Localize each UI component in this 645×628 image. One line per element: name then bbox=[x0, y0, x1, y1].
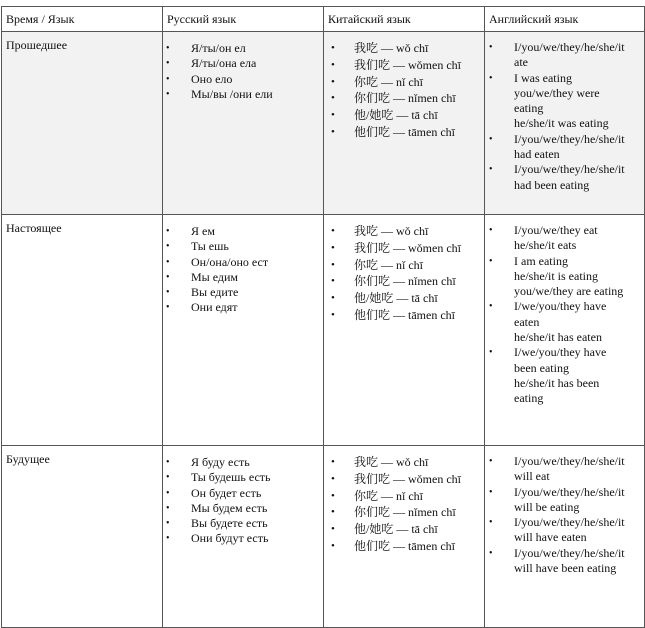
bullet-icon: • bbox=[166, 73, 170, 85]
tense-label: Будущее bbox=[2, 446, 163, 628]
list-item bbox=[324, 257, 484, 274]
list-item-text: 他们吃 — tāmen chī bbox=[354, 307, 455, 322]
list-item-text: 你吃 — nǐ chī bbox=[354, 488, 423, 503]
bullet-icon: • bbox=[489, 456, 493, 467]
list-item-text: Вы едите bbox=[191, 285, 239, 300]
bullet-icon: • bbox=[331, 225, 335, 237]
list-item-text: 我们吃 — wǒmen chī bbox=[354, 57, 461, 72]
bullet-icon: • bbox=[166, 533, 170, 545]
bullet-icon: • bbox=[331, 506, 335, 519]
chinese-cell bbox=[324, 32, 485, 215]
list-item bbox=[163, 300, 323, 315]
bullet-list bbox=[324, 215, 484, 324]
list-item-text: 你们吃 — nǐmen chī bbox=[354, 274, 456, 289]
bullet-icon: • bbox=[166, 518, 170, 530]
list-item bbox=[485, 254, 644, 300]
list-item bbox=[485, 454, 644, 485]
bullet-icon: • bbox=[331, 109, 335, 122]
list-item-text: Оно ело bbox=[191, 71, 233, 86]
list-item bbox=[163, 255, 323, 270]
list-item bbox=[324, 290, 484, 307]
bullet-icon: • bbox=[166, 58, 170, 70]
bullet-icon: • bbox=[166, 302, 170, 314]
conjugation-table bbox=[1, 6, 645, 628]
list-item-text: I/you/we/they/he/she/it ate bbox=[514, 40, 625, 70]
list-item bbox=[485, 132, 644, 163]
list-item bbox=[163, 239, 323, 254]
list-item-text: 他/她吃 — tā chī bbox=[354, 291, 438, 306]
list-item bbox=[163, 56, 323, 71]
list-item bbox=[163, 501, 323, 516]
bullet-list bbox=[163, 32, 323, 102]
bullet-icon: • bbox=[166, 502, 170, 514]
list-item bbox=[163, 470, 323, 485]
list-item-text: Ты ешь bbox=[191, 239, 229, 254]
tense-label: Настоящее bbox=[2, 215, 163, 446]
list-item-text: I/you/we/they/he/she/it will have been eating bbox=[514, 545, 625, 576]
english-cell bbox=[485, 446, 645, 628]
list-item bbox=[324, 454, 484, 471]
list-item bbox=[163, 516, 323, 531]
list-item bbox=[324, 504, 484, 521]
russian-cell bbox=[163, 32, 324, 215]
list-item bbox=[485, 546, 644, 577]
list-item bbox=[324, 307, 484, 324]
list-item-text: Он/она/оно ест bbox=[191, 254, 269, 269]
bullet-icon: • bbox=[331, 275, 335, 288]
list-item-text: 他/她吃 — tā chī bbox=[354, 108, 438, 123]
list-item-text: Я ем bbox=[191, 224, 215, 238]
list-item-text: Вы будете есть bbox=[191, 516, 268, 531]
list-item-text: I am eating he/she/it is eating you/we/they are eating bbox=[514, 253, 624, 299]
bullet-icon: • bbox=[489, 347, 493, 359]
bullet-list bbox=[163, 215, 323, 316]
row-present bbox=[2, 215, 645, 446]
bullet-icon: • bbox=[489, 255, 493, 267]
list-item bbox=[324, 90, 484, 107]
bullet-icon: • bbox=[166, 287, 170, 299]
bullet-list bbox=[324, 32, 484, 141]
list-item bbox=[485, 299, 644, 345]
list-item-text: I/you/we/they/he/she/it will be eating bbox=[514, 484, 625, 514]
english-cell bbox=[485, 32, 645, 215]
chinese-cell bbox=[324, 446, 485, 628]
bullet-icon: • bbox=[489, 486, 493, 498]
bullet-icon: • bbox=[331, 258, 335, 271]
list-item-text: 你们吃 — nǐmen chī bbox=[354, 91, 456, 106]
list-item bbox=[485, 162, 644, 193]
list-item-text: I was eating you/we/they were eating he/she/it was eating bbox=[514, 70, 609, 131]
list-item-text: Мы/вы /они ели bbox=[191, 86, 273, 101]
list-item-text: 他们吃 — tāmen chī bbox=[354, 124, 455, 139]
list-item bbox=[324, 273, 484, 290]
chinese-cell bbox=[324, 215, 485, 446]
list-item-text: 你吃 — nǐ chī bbox=[354, 74, 423, 89]
bullet-icon: • bbox=[166, 457, 170, 468]
list-item bbox=[163, 224, 323, 239]
bullet-icon: • bbox=[331, 42, 335, 54]
bullet-icon: • bbox=[166, 241, 170, 253]
row-future bbox=[2, 446, 645, 628]
bullet-icon: • bbox=[331, 125, 335, 138]
bullet-list bbox=[485, 215, 644, 407]
bullet-icon: • bbox=[489, 72, 493, 84]
bullet-icon: • bbox=[331, 92, 335, 105]
bullet-icon: • bbox=[331, 308, 335, 321]
list-item bbox=[324, 124, 484, 141]
bullet-icon: • bbox=[489, 301, 493, 313]
list-item bbox=[163, 270, 323, 285]
list-item bbox=[163, 87, 323, 102]
bullet-icon: • bbox=[331, 523, 335, 536]
bullet-icon: • bbox=[489, 133, 493, 145]
list-item-text: 我们吃 — wǒmen chī bbox=[354, 240, 461, 255]
english-cell bbox=[485, 215, 645, 446]
russian-cell bbox=[163, 215, 324, 446]
bullet-icon: • bbox=[166, 271, 170, 283]
header-english: Английский язык bbox=[485, 7, 645, 32]
list-item bbox=[324, 240, 484, 257]
list-item bbox=[485, 71, 644, 132]
bullet-icon: • bbox=[331, 292, 335, 305]
list-item-text: I/you/we/they/he/she/it will eat bbox=[514, 454, 625, 484]
list-item-text: 他/她吃 — tā chī bbox=[354, 522, 438, 537]
list-item-text: 我吃 — wǒ chī bbox=[354, 224, 429, 238]
list-item-text: I/you/we/they/he/she/it had eaten bbox=[514, 131, 625, 162]
bullet-icon: • bbox=[489, 164, 493, 176]
list-item bbox=[485, 515, 644, 546]
list-item bbox=[485, 345, 644, 406]
header-russian: Русский язык bbox=[163, 7, 324, 32]
list-item-text: Я/ты/она ела bbox=[191, 56, 257, 71]
list-item-text: I/you/we/they/he/she/it will have eaten bbox=[514, 515, 625, 545]
list-item-text: Мы будем есть bbox=[191, 500, 268, 515]
list-item bbox=[324, 538, 484, 555]
bullet-icon: • bbox=[331, 58, 335, 71]
list-item-text: Мы едим bbox=[191, 269, 239, 284]
list-item-text: 我们吃 — wǒmen chī bbox=[354, 471, 461, 486]
bullet-icon: • bbox=[166, 88, 170, 100]
bullet-icon: • bbox=[489, 517, 493, 529]
list-item bbox=[163, 72, 323, 87]
bullet-icon: • bbox=[331, 75, 335, 88]
list-item bbox=[485, 40, 644, 71]
bullet-list bbox=[324, 446, 484, 555]
list-item-text: I/we/you/they have been eating he/she/it has been eating bbox=[514, 345, 607, 406]
list-item bbox=[163, 531, 323, 546]
list-item bbox=[324, 107, 484, 124]
list-item bbox=[324, 223, 484, 240]
tense-label: Прошедшее bbox=[2, 32, 163, 215]
list-item bbox=[324, 74, 484, 91]
list-item-text: 你吃 — nǐ chī bbox=[354, 257, 423, 272]
bullet-icon: • bbox=[331, 241, 335, 254]
header-row bbox=[2, 7, 645, 32]
bullet-icon: • bbox=[331, 539, 335, 552]
bullet-icon: • bbox=[166, 226, 170, 237]
list-item bbox=[485, 223, 644, 254]
bullet-icon: • bbox=[166, 43, 170, 54]
bullet-list bbox=[485, 446, 644, 576]
list-item bbox=[163, 41, 323, 56]
list-item bbox=[163, 455, 323, 470]
row-past bbox=[2, 32, 645, 215]
bullet-icon: • bbox=[489, 42, 493, 53]
list-item-text: Он будет есть bbox=[191, 485, 262, 500]
list-item-text: I/we/you/they have eaten he/she/it has eaten bbox=[514, 299, 607, 345]
russian-cell bbox=[163, 446, 324, 628]
list-item bbox=[324, 57, 484, 74]
bullet-icon: • bbox=[331, 456, 335, 468]
list-item bbox=[163, 285, 323, 300]
list-item-text: 我吃 — wǒ chī bbox=[354, 455, 429, 469]
list-item bbox=[324, 471, 484, 488]
list-item-text: Они едят bbox=[191, 300, 238, 315]
list-item-text: I/you/we/they eat he/she/it eats bbox=[514, 223, 598, 253]
list-item bbox=[324, 521, 484, 538]
bullet-list bbox=[485, 32, 644, 193]
list-item-text: Я буду есть bbox=[191, 455, 250, 469]
header-chinese: Китайский язык bbox=[324, 7, 485, 32]
bullet-icon: • bbox=[489, 225, 493, 236]
list-item bbox=[163, 486, 323, 501]
list-item-text: Они будут есть bbox=[191, 531, 269, 546]
list-item-text: 你们吃 — nǐmen chī bbox=[354, 505, 456, 520]
bullet-icon: • bbox=[166, 256, 170, 268]
list-item-text: 我吃 — wǒ chī bbox=[354, 41, 429, 55]
header-time-language: Время / Язык bbox=[2, 7, 163, 32]
bullet-icon: • bbox=[331, 472, 335, 485]
list-item bbox=[324, 40, 484, 57]
bullet-icon: • bbox=[331, 489, 335, 502]
list-item-text: Ты будешь есть bbox=[191, 470, 271, 485]
bullet-icon: • bbox=[166, 487, 170, 499]
bullet-icon: • bbox=[166, 472, 170, 484]
bullet-icon: • bbox=[489, 547, 493, 559]
list-item-text: Я/ты/он ел bbox=[191, 41, 246, 55]
list-item-text: I/you/we/they/he/she/it had been eating bbox=[514, 162, 625, 192]
bullet-list bbox=[163, 446, 323, 547]
list-item bbox=[485, 485, 644, 516]
list-item bbox=[324, 488, 484, 505]
list-item-text: 他们吃 — tāmen chī bbox=[354, 538, 455, 553]
